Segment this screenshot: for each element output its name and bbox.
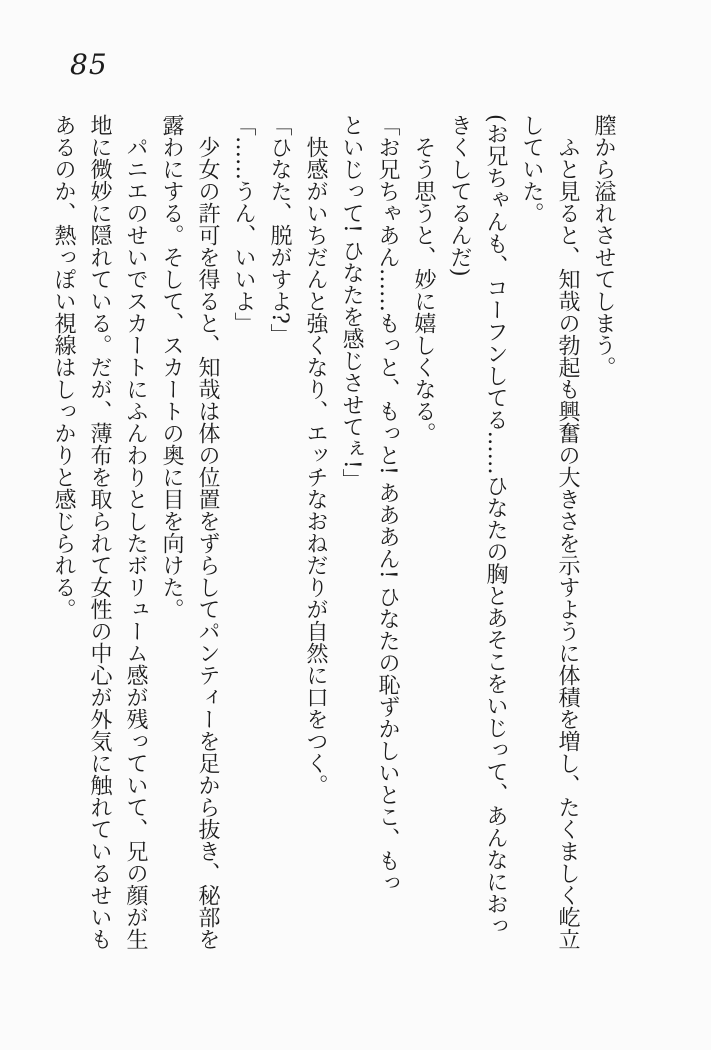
text-line: そう思うと、妙に嬉しくなる。 [411,136,436,444]
text-line: といじって! ひなたを感じさせてぇ!」 [339,114,364,491]
text-line: きくしてるんだ) [447,114,472,277]
text-line: あるのか、熱っぽい視線はしっかりと感じられる。 [51,114,76,620]
text-block [45,114,621,954]
text-line: 「お兄ちゃあん……もっと、もっと! あああん! ひなたの恥ずかしいとこ、もっ [375,114,400,894]
text-line: 地に微妙に隠れている。だが、薄布を取られて女性の中心が外気に触れているせいも [87,114,112,950]
text-line: 露わにする。そして、スカートの奥に目を向けた。 [159,114,184,620]
text-line: ふと見ると、知哉の勃起も興奮の大きさを示すように体積を増し、たくましく屹立 [555,136,580,950]
text-line: パニエのせいでスカートにふんわりとしたボリューム感が残っていて、兄の顔が生 [123,136,148,950]
text-line: していた。 [519,114,544,224]
page-number: 85 [70,48,108,81]
text-line: (お兄ちゃんも、コーフンしてる……ひなたの胸とあそこをいじって、あんなにおっ [483,114,508,937]
text-line: 膣から溢れさせてしまう。 [591,114,616,378]
text-line: 快感がいちだんと強くなり、エッチなおねだりが自然に口をつく。 [303,136,328,796]
text-line: 「ひなた、脱がすよ?」 [267,114,292,346]
text-line: 少女の許可を得ると、知哉は体の位置をずらしてパンティーを足から抜き、秘部を [195,136,220,950]
text-line: 「……うん、いいよ」 [231,114,256,334]
